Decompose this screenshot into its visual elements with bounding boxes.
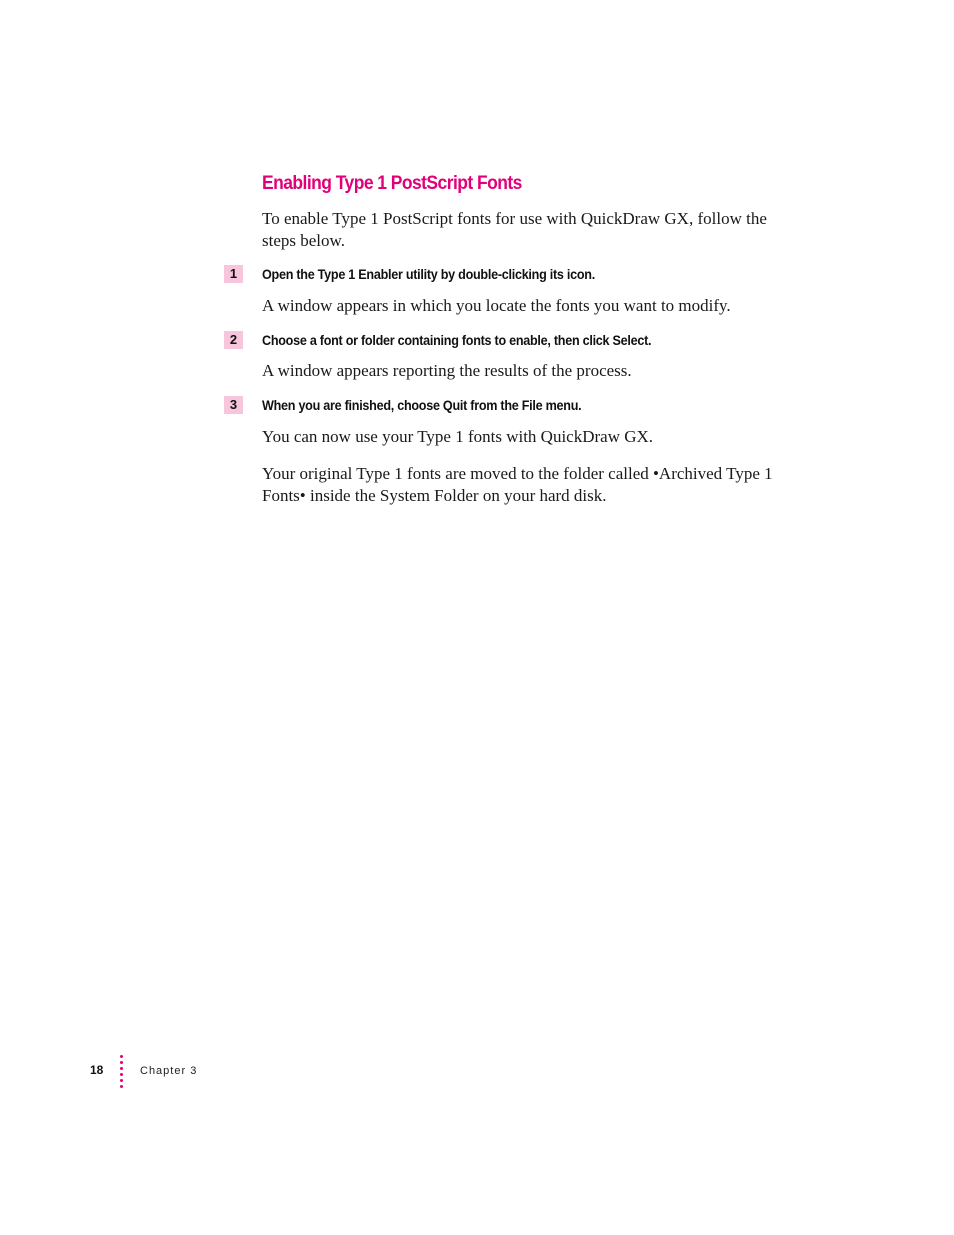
step-3-result: You can now use your Type 1 fonts with QuickDraw GX. [262,427,654,446]
step-2-number: 2 [224,331,243,349]
section-heading: Enabling Type 1 PostScript Fonts [262,173,522,194]
page-number: 18 [90,1063,104,1077]
step-1-result: A window appears in which you locate the fonts you want to modify. [262,296,731,315]
step-3-instruction: When you are finished, choose Quit from the File menu. [262,397,582,413]
step-2-instruction: Choose a font or folder containing fonts to enable, then click Select. [262,332,652,348]
step-2-result: A window appears reporting the results of the process. [262,361,632,380]
chapter-label: Chapter 3 [140,1065,198,1077]
step-3-number: 3 [224,396,243,414]
step-1-number: 1 [224,265,243,283]
footer-dotted-rule [120,1055,124,1095]
step-1-instruction: Open the Type 1 Enabler utility by double-clicking its icon. [262,266,595,282]
intro-paragraph: To enable Type 1 PostScript fonts for use with QuickDraw GX, follow the steps below. [262,209,767,250]
closing-paragraph: Your original Type 1 fonts are moved to the folder called •Archived Type 1 Fonts• inside the System Folder on your hard disk. [262,464,773,505]
